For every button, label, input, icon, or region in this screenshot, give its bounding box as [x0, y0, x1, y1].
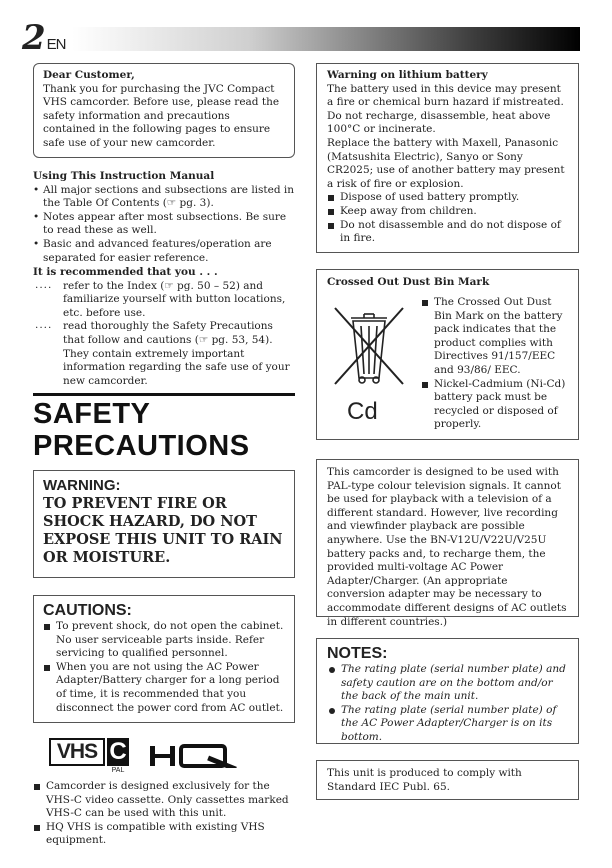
standard-box [316, 760, 579, 800]
list-item: • Basic and advanced features/operation are separated for easier reference. [33, 238, 297, 265]
warning-body: TO PREVENT FIRE OR SHOCK HAZARD, DO NOT EXPOSE THIS UNIT TO RAIN OR MOISTURE. [43, 495, 283, 566]
recommended-list [33, 280, 297, 389]
recommended-section [33, 266, 297, 388]
crossed-bin-icon [331, 304, 407, 400]
list-item: Camcorder is designed exclusively for the VHS-C video cassette. Only cassettes marked VHS-C can be used with this unit. [33, 780, 295, 821]
notes-list [327, 663, 568, 745]
lithium-warning-box [316, 63, 579, 253]
list-item: Do not disassemble and do not dispose of in fire. [327, 219, 568, 246]
lithium-title: Warning on lithium battery [327, 69, 488, 81]
list-item: • Notes appear after most subsections. Be sure to read these as well. [33, 211, 297, 238]
list-item: Dispose of used battery promptly. [327, 191, 568, 205]
safety-precautions-title: SAFETY PRECAUTIONS [33, 398, 250, 462]
dear-customer-box [33, 63, 295, 158]
dust-bin-box [316, 269, 579, 440]
vhs-notes [33, 780, 295, 848]
lithium-list [327, 191, 568, 245]
dear-customer-title: Dear Customer, [43, 69, 135, 81]
header-gradient-bar [72, 27, 580, 51]
list-item: HQ VHS is compatible with existing VHS equipment. [33, 821, 295, 848]
using-manual-list [33, 184, 297, 266]
vhs-c-logo: VHS C PAL [49, 738, 131, 776]
dear-customer-body: Thank you for purchasing the JVC Compact VHS camcorder. Before use, please read the safety information and precautions contained in the following pages to ensure safe use of your new camcorder. [43, 82, 280, 149]
section-rule [33, 393, 295, 396]
pal-info-box [316, 459, 579, 628]
list-item: To prevent shock, do not open the cabinet. No user serviceable parts inside. Refer servicing to qualified personnel. [43, 620, 285, 661]
page-number: 2 EN [22, 18, 66, 58]
recommended-title: It is recommended that you . . . [33, 266, 218, 278]
cautions-list [43, 620, 285, 715]
using-manual-title: Using This Instruction Manual [33, 170, 215, 182]
pal-info-body: This camcorder is designed to be used with PAL-type colour television signals. It cannot be used for playback with a television of a different standard. However, live recording and viewfinder playback are possible anywhere. Use the BN-V12U/V22U/V25U battery packs and, to recharge them, the provided multi-voltage AC Power Adapter/Charger. (An appropriate conversion adapter may be necessary to accommodate different designs of AC outlets in different countries.) [327, 466, 567, 628]
list-item: When you are not using the AC Power Adapter/Battery charger for a long period of time, it is recommended that you disconnect the power cord from AC outlet. [43, 661, 285, 715]
pal-label: PAL [111, 767, 125, 774]
dust-bin-list [421, 296, 571, 432]
warning-heading: WARNING: [43, 477, 121, 494]
notes-heading: NOTES: [327, 645, 388, 662]
list-item: Nickel-Cadmium (Ni-Cd) battery pack must be recycled or disposed of properly. [421, 378, 571, 432]
list-item: Keep away from children. [327, 205, 568, 219]
list-item: The rating plate (serial number plate) of the AC Power Adapter/Charger is on its bottom. [327, 704, 568, 745]
list-item: .... read thoroughly the Safety Precautions that follow and cautions (☞ pg. 53, 54). They contain extremely important information regarding the safe use of your new camcorder. [33, 320, 297, 388]
cautions-box [33, 595, 295, 723]
list-item: • All major sections and subsections are listed in the Table Of Contents (☞ pg. 3). [33, 184, 297, 211]
hq-logo [150, 744, 238, 768]
notes-box [316, 638, 579, 744]
warning-box [33, 470, 295, 578]
dust-bin-title: Crossed Out Dust Bin Mark [327, 276, 490, 288]
list-item: The rating plate (serial number plate) and safety caution are on the bottom and/or the back of the main unit. [327, 663, 568, 704]
language-code: EN [46, 36, 66, 53]
cd-symbol: Cd [347, 398, 378, 425]
list-item: .... refer to the Index (☞ pg. 50 – 52) and familiarize yourself with button locations, etc. before use. [33, 280, 297, 321]
lithium-body-1: The battery used in this device may present a fire or chemical burn hazard if mistreated. Do not recharge, disassemble, heat above 100°C or incinerate. [327, 82, 564, 136]
standard-body: This unit is produced to comply with Standard IEC Publ. 65. [327, 767, 522, 793]
list-item: The Crossed Out Dust Bin Mark on the battery pack indicates that the product complies with Directives 91/157/EEC and 93/86/ EEC. [421, 296, 571, 378]
using-manual-section [33, 170, 297, 265]
lithium-body-2: Replace the battery with Maxell, Panasonic (Matsushita Electric), Sanyo or Sony CR2025; use of another battery may present a risk of fire or explosion. [327, 136, 565, 190]
cautions-heading: CAUTIONS: [43, 602, 132, 619]
